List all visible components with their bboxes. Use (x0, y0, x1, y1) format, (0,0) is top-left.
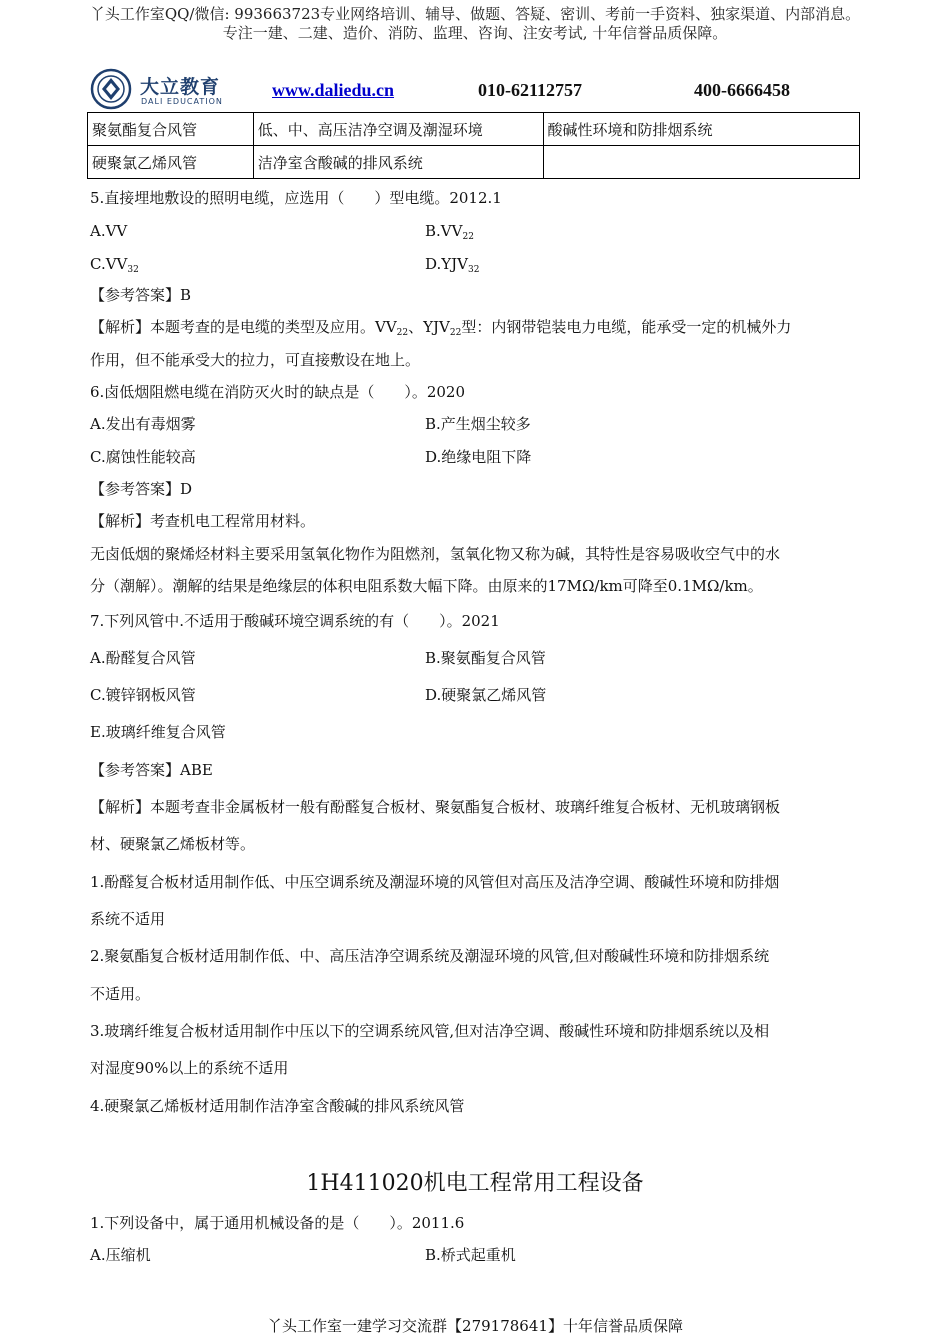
question-6-explanation-cont: 无卤低烟的聚烯烃材料主要采用氢氧化物作为阻燃剂，氢氧化物又称为碱，其特性是容易吸收空气中的水 (90, 545, 781, 563)
note-2-cont: 不适用。 (90, 985, 151, 1003)
table-cell: 酸碱性环境和防排烟系统 (543, 113, 859, 146)
brand-subtitle: DALI EDUCATION (141, 97, 223, 106)
question-7-explanation-cont: 材、硬聚氯乙烯板材等。 (90, 835, 256, 853)
note-1: 1.酚醛复合板材适用制作低、中压空调系统及潮湿环境的风管但对高压及洁净空调、酸碱性环境和防排烟 (90, 873, 780, 891)
question-6-option-a: A.发出有毒烟雾 (90, 415, 196, 433)
question-5-option-a: A.VV (90, 222, 128, 240)
note-3-cont: 对湿度90%以上的系统不适用 (90, 1059, 289, 1077)
note-1-cont: 系统不适用 (90, 910, 166, 928)
question-6-explanation-cont: 分（潮解）。潮解的结果是绝缘层的体积电阻系数大幅下降。由原来的17MΩ/km可降至0.1MΩ/km。 (90, 577, 763, 595)
question-7-option-b: B.聚氨酯复合风管 (425, 649, 546, 667)
question-5-option-c: $C.VV_{32}$ (90, 255, 139, 275)
note-3: 3.玻璃纤维复合板材适用制作中压以下的空调系统风管,但对洁净空调、酸碱性环境和防排烟系统以及相 (90, 1022, 770, 1040)
page-footer: 丫头工作室一建学习交流群【279178641】十年信誉品质保障 (267, 1317, 683, 1335)
table-cell (543, 146, 859, 179)
question-7-option-d: D.硬聚氯乙烯风管 (425, 686, 547, 704)
duct-table (87, 112, 860, 179)
question-6-explanation: 【解析】考查机电工程常用材料。 (90, 512, 316, 530)
table-cell: 硬聚氯乙烯风管 (88, 146, 254, 179)
section-question-1-option-a: A.压缩机 (90, 1246, 151, 1264)
question-6-answer: 【参考答案】D (90, 480, 193, 498)
question-5-option-d: $D.YJV_{32}$ (425, 255, 480, 275)
phone-number-2: 400-6666458 (694, 80, 790, 100)
question-7-answer: 【参考答案】ABE (90, 761, 213, 779)
question-6-stem: 6.卤低烟阻燃电缆在消防灭火时的缺点是（ ）。2020 (90, 383, 465, 401)
section-question-1-option-b: B.桥式起重机 (425, 1246, 516, 1264)
note-2: 2.聚氨酯复合板材适用制作低、中、高压洁净空调系统及潮湿环境的风管,但对酸碱性环境和防排烟系统 (90, 947, 770, 965)
table-cell: 洁净室含酸碱的排风系统 (253, 146, 543, 179)
question-6-option-d: D.绝缘电阻下降 (425, 448, 532, 466)
phone-number-1: 010-62112757 (478, 80, 583, 100)
question-6-option-c: C.腐蚀性能较高 (90, 448, 196, 466)
section-title: 1H411020机电工程常用工程设备 (306, 1171, 644, 1196)
question-7-option-a: A.酚醛复合风管 (90, 649, 196, 667)
question-7-option-e: E.玻璃纤维复合风管 (90, 723, 226, 741)
brand-name: 大立教育 (140, 76, 221, 98)
table-row (88, 146, 860, 179)
question-7-stem: 7.下列风管中.不适用于酸碱环境空调系统的有（ ）。2021 (90, 612, 500, 630)
banner-line-2: 专注一建、二建、造价、消防、监理、咨询、注安考试, 十年信誉品质保障。 (222, 24, 728, 42)
question-5-explanation: 【解析】本题考查的是电缆的类型及应用。$VV_{22}$、$YJV_{22}$型：内钢带铠装电力电缆，能承受一定的机械外力 (90, 318, 792, 338)
banner-line-1: 丫头工作室QQ/微信: 993663723专业网络培训、辅导、做题、答疑、密训、考前一手资料、独家渠道、内部消息。 (89, 5, 861, 23)
question-5-stem: 5.直接埋地敷设的照明电缆，应选用（ ）型电缆。2012.1 (90, 189, 502, 207)
note-4: 4.硬聚氯乙烯板材适用制作洁净室含酸碱的排风系统风管 (90, 1097, 465, 1115)
question-5-answer: 【参考答案】B (90, 286, 192, 304)
question-5-explanation-cont: 作用，但不能承受大的拉力，可直接敷设在地上。 (90, 351, 421, 369)
table-cell: 低、中、高压洁净空调及潮湿环境 (253, 113, 543, 146)
table-row (88, 113, 860, 146)
website-link[interactable]: www.daliedu.cn (272, 80, 395, 100)
question-6-option-b: B.产生烟尘较多 (425, 415, 531, 433)
question-7-option-c: C.镀锌钢板风管 (90, 686, 196, 704)
question-7-explanation: 【解析】本题考查非金属板材一般有酚醛复合板材、聚氨酯复合板材、玻璃纤维复合板材、无机玻璃钢板 (90, 798, 781, 816)
table-cell: 聚氨酯复合风管 (88, 113, 254, 146)
question-5-option-b: $B.VV_{22}$ (425, 222, 474, 242)
section-question-1-stem: 1.下列设备中，属于通用机械设备的是（ ）。2011.6 (90, 1214, 465, 1232)
dali-logo-icon (90, 68, 132, 110)
